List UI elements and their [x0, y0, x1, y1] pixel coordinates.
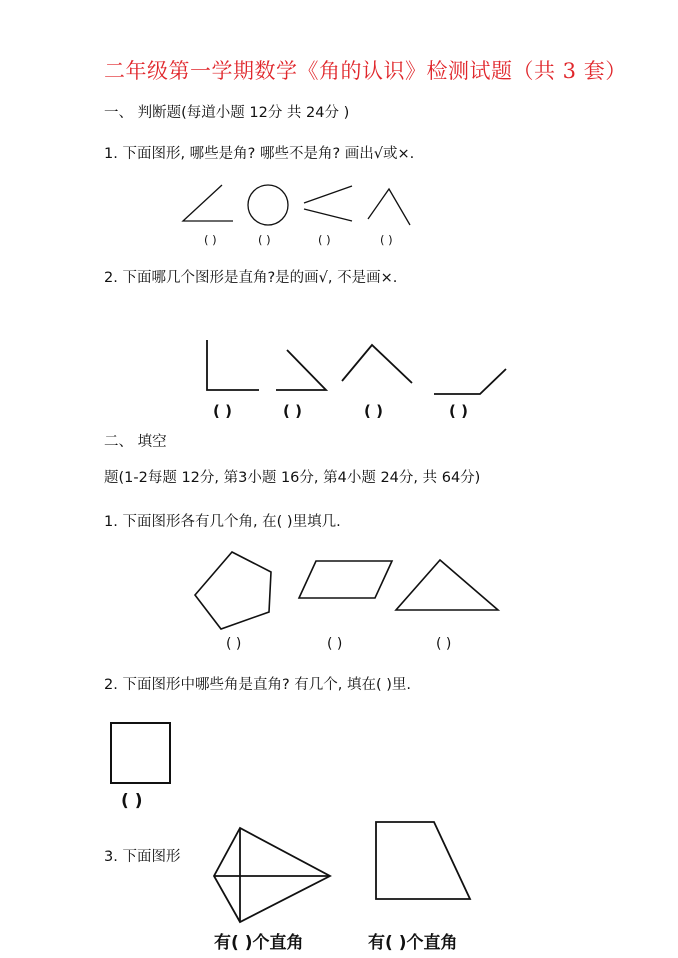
q2-1-triangle: [396, 560, 498, 610]
answer-blank[interactable]: ( ): [204, 233, 217, 247]
answer-blank[interactable]: ( ): [283, 402, 302, 420]
answer-blank[interactable]: ( ): [226, 636, 242, 652]
q1-2-acute-angle: [276, 350, 326, 390]
question-1-2: 2. 下面哪几个图形是直角?是的画√, 不是画×.: [104, 270, 398, 286]
answer-blank[interactable]: ( ): [213, 402, 232, 420]
q1-2-obtuse-peak: [342, 345, 412, 383]
answer-blank[interactable]: ( ): [121, 791, 143, 811]
question-2-3: 3. 下面图形: [104, 849, 181, 865]
right-angle-count-right[interactable]: 有( )个直角: [368, 933, 458, 953]
question-2-2: 2. 下面图形中哪些角是直角? 有几个, 填在( )里.: [104, 677, 411, 693]
section-1-header: 一、 判断题(每道小题 12分 共 24分 ): [104, 105, 350, 121]
q2-3-trapezoid: [376, 822, 470, 899]
page-title: 二年级第一学期数学《角的认识》检测试题（共 3 套）: [104, 59, 627, 83]
q1-2-obtuse-angle: [434, 369, 506, 394]
answer-blank[interactable]: ( ): [327, 636, 343, 652]
q1-shape-circle: [248, 185, 288, 225]
section-2-subheader: 题(1-2每题 12分, 第3小题 16分, 第4小题 24分, 共 64分): [104, 470, 481, 486]
answer-blank[interactable]: ( ): [449, 402, 468, 420]
q1-2-right-angle: [207, 340, 259, 390]
answer-blank[interactable]: ( ): [380, 233, 393, 247]
q1-shape-angle-2: [368, 189, 410, 225]
q1-shape-open-lines: [304, 186, 352, 221]
q2-3-kite: [214, 828, 330, 922]
question-2-1: 1. 下面图形各有几个角, 在( )里填几.: [104, 514, 341, 530]
q2-2-square: [111, 723, 170, 783]
answer-blank[interactable]: ( ): [258, 233, 271, 247]
answer-blank[interactable]: ( ): [318, 233, 331, 247]
q1-shape-angle: [183, 185, 233, 221]
right-angle-count-left[interactable]: 有( )个直角: [214, 933, 304, 953]
answer-blank[interactable]: ( ): [364, 402, 383, 420]
q2-1-parallelogram: [299, 561, 392, 598]
section-2-header: 二、 填空: [104, 434, 167, 450]
question-1-1: 1. 下面图形, 哪些是角? 哪些不是角? 画出√或×.: [104, 146, 415, 162]
q2-1-pentagon: [195, 552, 271, 629]
answer-blank[interactable]: ( ): [436, 636, 452, 652]
